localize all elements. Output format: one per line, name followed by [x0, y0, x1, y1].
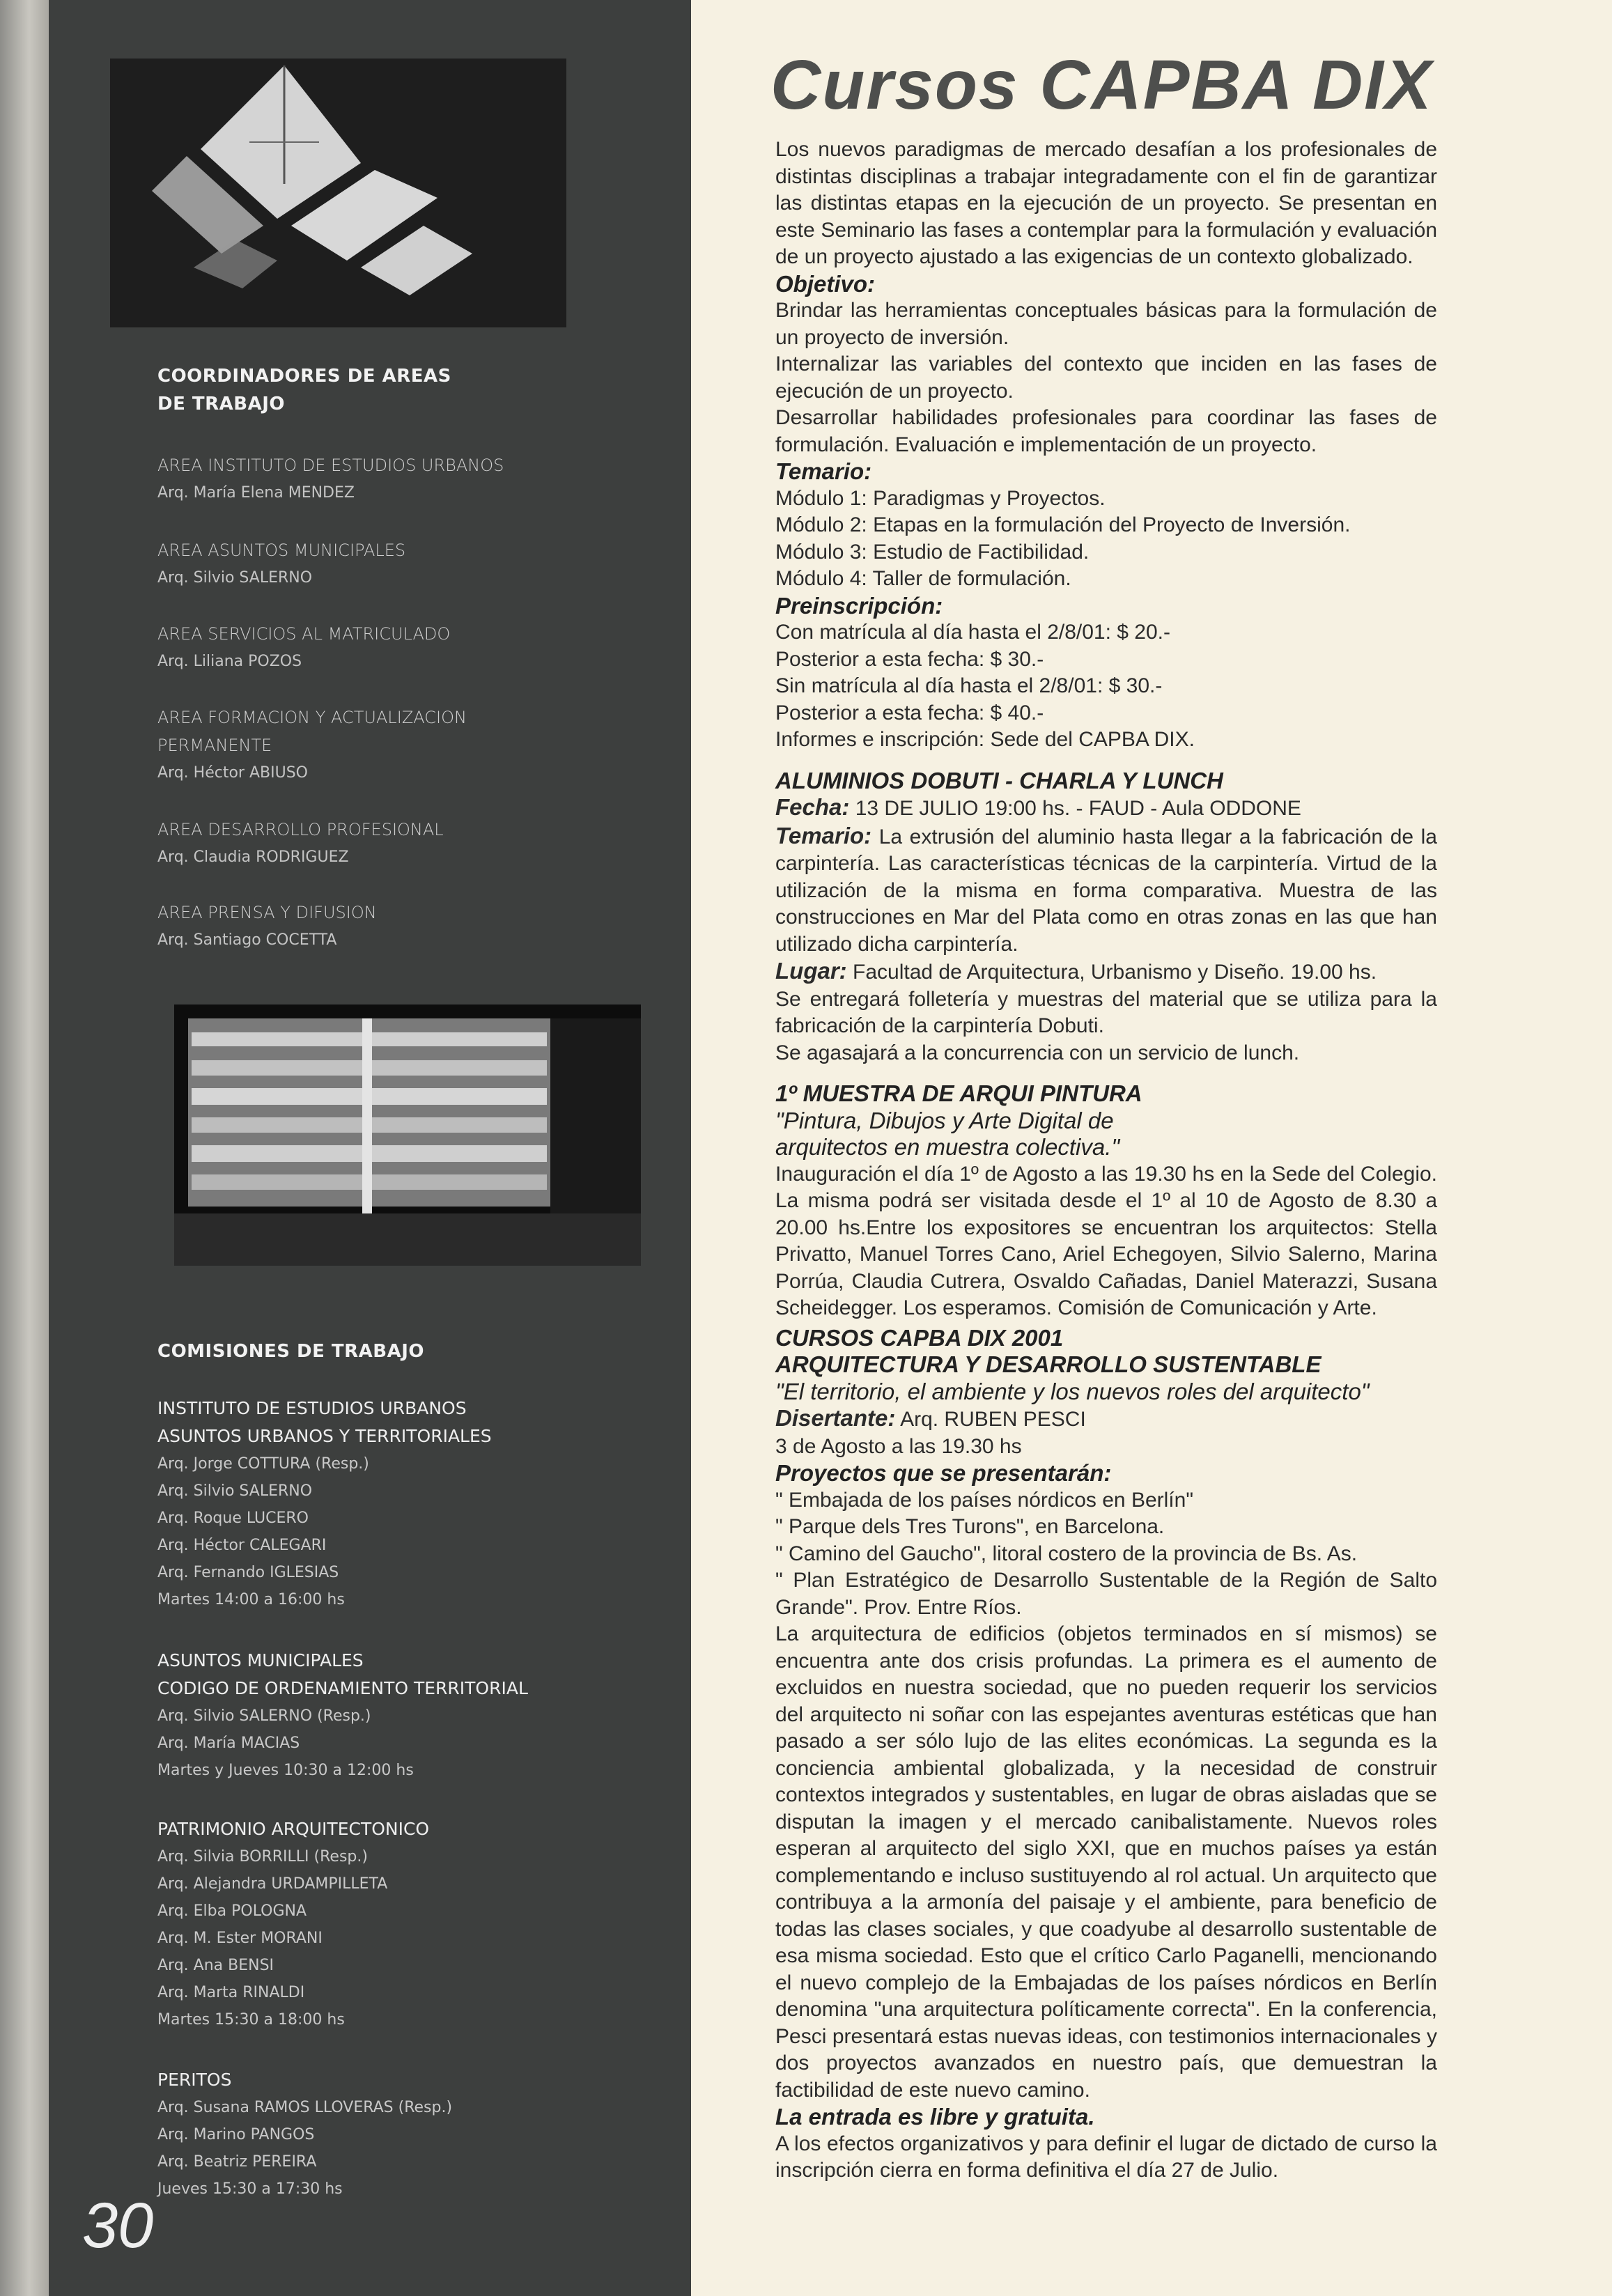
- area-block: [157, 451, 617, 507]
- comision-schedule: Jueves 15:30 a 17:30 hs: [157, 2180, 343, 2198]
- objetivo-item: Internalizar las variables del contexto que inciden en las fases de ejecución de un proyecto.: [775, 352, 1437, 403]
- lugar-label: Lugar:: [775, 958, 847, 984]
- aluminios-extra: Se entregará folletería y muestras del material que se utiliza para la fabricación de la carpintería Dobuti.: [775, 987, 1437, 1037]
- shelving-photo: [174, 1004, 641, 1266]
- cierre-line: A los efectos organizativos y para definir el lugar de dictado de curso la inscripción cierra en forma definitiva el día 27 de Julio.: [775, 2132, 1437, 2182]
- proyecto-item: " Plan Estratégico de Desarrollo Sustentable de la Región de Salto Grande". Prov. Entre Ríos.: [775, 1569, 1437, 1619]
- proyecto-item: " Camino del Gaucho", litoral costero de la provincia de Bs. As.: [775, 1542, 1358, 1565]
- comision-member: Arq. Marta RINALDI: [157, 1984, 305, 2001]
- comision-title: ASUNTOS URBANOS Y TERRITORIALES: [157, 1426, 492, 1446]
- comision-member: Arq. María MACIAS: [157, 1735, 300, 1752]
- comision-member: Arq. Susana RAMOS LLOVERAS (Resp.): [157, 2099, 453, 2116]
- comision-title: INSTITUTO DE ESTUDIOS URBANOS: [157, 1398, 467, 1418]
- preinscripcion-heading: Preinscripción:: [775, 592, 943, 619]
- cursos2001-heading: ARQUITECTURA Y DESARROLLO SUSTENTABLE: [775, 1351, 1322, 1377]
- informes-line: Informes e inscripción: Sede del CAPBA DIX.: [775, 728, 1195, 751]
- cursos2001-body: La arquitectura de edificios (objetos terminados en sí mismos) se encuentra ante dos crisis profundas. La primera es el aumento de excluidos en nuestra sociedad, que no pueden requerir los servicios del arquitecto ni soñar con las espejantes aventuras estéticas que han pasado a ser sólo lujo de las elites económicas. La segunda es la conciencia ambiental globalizada, y la necesidad de construir contextos integrados y sustentables, en lugar de obras aisladas que se disputan la imagen y el mercado canibalistamente. Nuevos roles esperan al arquitecto del siglo XXI, que en muchos países ya están complementando e incluso sustituyendo al rol actual. Un arquitecto que contribuya a la armonía del paisaje y el ambiente, para beneficio de todas las clases sociales, y que coadyube al desarrollo sustentable de esa misma sociedad. Esto que el crítico Carlo Paganelli, mencionando el nuevo complejo de la Embajadas de los países nórdicos en Berlín denomina "una arquitectura políticamente correcta". En la conferencia, Pesci presentará estas nuevas ideas, con testimonios internacionales y dos proyectos avanzados en nuestro país, que demuestran la factibilidad de este nuevo camino.: [775, 1622, 1437, 2102]
- comision-title: ASUNTOS MUNICIPALES: [157, 1650, 364, 1670]
- proyecto-item: " Parque dels Tres Turons", en Barcelona.: [775, 1515, 1165, 1538]
- temario-item: Módulo 3: Estudio de Factibilidad.: [775, 540, 1090, 564]
- price-line: Posterior a esta fecha: $ 40.-: [775, 701, 1044, 724]
- area-person: Arq. Silvio SALERNO: [157, 569, 313, 587]
- aluminios-heading: ALUMINIOS DOBUTI - CHARLA Y LUNCH: [775, 767, 1223, 793]
- comision-block: [157, 1395, 645, 1613]
- area-person: Arq. Liliana POZOS: [157, 653, 302, 670]
- comision-title: PATRIMONIO ARQUITECTONICO: [157, 1819, 430, 1839]
- comision-member: Arq. Silvia BORRILLI (Resp.): [157, 1848, 368, 1866]
- temario-label: Temario:: [775, 822, 872, 848]
- area-title: AREA DESARROLLO PROFESIONAL: [157, 820, 444, 839]
- comision-member: Arq. Ana BENSI: [157, 1957, 274, 1974]
- price-line: Sin matrícula al día hasta el 2/8/01: $ 30.-: [775, 674, 1163, 697]
- objetivo-heading: Objetivo:: [775, 270, 876, 297]
- aluminios-extra: Se agasajará a la concurrencia con un servicio de lunch.: [775, 1041, 1300, 1064]
- comision-member: Arq. Silvio SALERNO (Resp.): [157, 1707, 371, 1725]
- coordinadores-heading: COORDINADORES DE AREAS DE TRABAJO: [157, 366, 451, 414]
- objetivo-item: Desarrollar habilidades profesionales para coordinar las fases de formulación. Evaluación e implementación de un proyecto.: [775, 406, 1437, 456]
- area-block: [157, 899, 617, 954]
- disertante-line: Disertante: Arq. RUBEN PESCI: [775, 1405, 1086, 1431]
- temario-item: Módulo 1: Paradigmas y Proyectos.: [775, 486, 1106, 510]
- price-line: Con matrícula al día hasta el 2/8/01: $ 20.-: [775, 621, 1170, 644]
- area-block: [157, 816, 617, 871]
- intro-paragraph: Los nuevos paradigmas de mercado desafían a los profesionales de distintas disciplinas a trabajar integradamente con el fin de garantizar las distintas etapas en la ejecución de un proyecto. Se presentan en este Seminario las fases a contemplar para la formulación y evaluación de un proyecto ajustado a las exigencias de un contexto globalizado.: [775, 138, 1437, 268]
- page-binding-edge: [0, 0, 49, 2296]
- comision-member: Arq. Beatriz PEREIRA: [157, 2153, 317, 2171]
- comision-member: Arq. Héctor CALEGARI: [157, 1537, 327, 1554]
- area-block: [157, 704, 617, 787]
- area-block: [157, 536, 617, 592]
- proyectos-heading: Proyectos que se presentarán:: [775, 1460, 1112, 1486]
- article-body: [775, 137, 1437, 2185]
- aluminios-fecha: Fecha: 13 DE JULIO 19:00 hs. - FAUD - Aula ODDONE: [775, 794, 1301, 820]
- comision-member: Arq. Jorge COTTURA (Resp.): [157, 1455, 369, 1473]
- aluminios-temario: Temario: La extrusión del aluminio hasta llegar a la fabricación de la carpintería. Las características técnicas de la carpintería. Virtud de la utilización de la misma en forma comparativa. Muestra de las construcciones en Mar del Plata como en otras zonas en las que han utilizado dicha carpintería.: [775, 822, 1437, 956]
- muestra-subtitle: arquitectos en muestra colectiva.": [775, 1134, 1120, 1160]
- comision-member: Arq. Alejandra URDAMPILLETA: [157, 1875, 388, 1893]
- page-number: 30: [82, 2190, 154, 2261]
- area-title: AREA SERVICIOS AL MATRICULADO: [157, 624, 451, 644]
- area-person: Arq. Claudia RODRIGUEZ: [157, 848, 349, 866]
- cursos2001-heading: CURSOS CAPBA DIX 2001: [775, 1324, 1064, 1351]
- comision-member: Arq. Silvio SALERNO: [157, 1482, 313, 1500]
- muestra-body: Inauguración el día 1º de Agosto a las 19.30 hs en la Sede del Colegio. La misma podrá ser visitada desde el 1º al 10 de Agosto de 8.30 a 20.00 hs.Entre los expositores se encuentran los arquitectos: Stella Privatto, Manuel Torres Cano, Ariel Echegoyen, Silvio Salerno, Marina Porrúa, Claudia Cutrera, Osvaldo Cañadas, Daniel Materazzi, Susana Scheidegger. Los esperamos. Comisión de Comunicación y Arte.: [775, 1162, 1437, 1319]
- comision-member: Arq. Roque LUCERO: [157, 1510, 309, 1527]
- skylight-photo: [110, 59, 566, 327]
- area-person: Arq. Héctor ABIUSO: [157, 764, 308, 782]
- comision-member: Arq. M. Ester MORANI: [157, 1930, 323, 1947]
- area-title: PERMANENTE: [157, 736, 272, 755]
- comision-member: Arq. Marino PANGOS: [157, 2126, 315, 2143]
- area-title: AREA ASUNTOS MUNICIPALES: [157, 541, 406, 560]
- comision-block: [157, 1647, 645, 1784]
- area-person: Arq. María Elena MENDEZ: [157, 484, 355, 502]
- comision-member: Arq. Elba POLOGNA: [157, 1902, 307, 1920]
- comision-schedule: Martes 14:00 a 16:00 hs: [157, 1591, 345, 1608]
- aluminios-lugar: Lugar: Facultad de Arquitectura, Urbanismo y Diseño. 19.00 hs.: [775, 958, 1377, 984]
- comision-block: [157, 1815, 645, 2033]
- comisiones-heading: COMISIONES DE TRABAJO: [157, 1341, 425, 1362]
- area-title: AREA FORMACION Y ACTUALIZACION: [157, 708, 467, 727]
- fecha-label: Fecha:: [775, 794, 850, 820]
- disertante-label: Disertante:: [775, 1405, 896, 1431]
- entrada-line: La entrada es libre y gratuita.: [775, 2104, 1095, 2130]
- proyecto-item: " Embajada de los países nórdicos en Berlín": [775, 1488, 1193, 1512]
- comision-member: Arq. Fernando IGLESIAS: [157, 1564, 339, 1581]
- cursos2001-subtitle: "El territorio, el ambiente y los nuevos roles del arquitecto": [775, 1378, 1370, 1404]
- comision-title: CODIGO DE ORDENAMIENTO TERRITORIAL: [157, 1678, 528, 1698]
- muestra-subtitle: "Pintura, Dibujos y Arte Digital de: [775, 1107, 1114, 1133]
- area-person: Arq. Santiago COCETTA: [157, 931, 337, 949]
- comision-title: PERITOS: [157, 2070, 232, 2090]
- comision-schedule: Martes y Jueves 10:30 a 12:00 hs: [157, 1762, 414, 1779]
- area-title: AREA INSTITUTO DE ESTUDIOS URBANOS: [157, 456, 504, 475]
- temario-item: Módulo 4: Taller de formulación.: [775, 567, 1071, 590]
- comision-schedule: Martes 15:30 a 18:00 hs: [157, 2011, 345, 2029]
- area-title: AREA PRENSA Y DIFUSION: [157, 903, 377, 922]
- cursos2001-fecha: 3 de Agosto a las 19.30 hs: [775, 1434, 1022, 1458]
- objetivo-item: Brindar las herramientas conceptuales básicas para la formulación de un proyecto de inversión.: [775, 299, 1437, 349]
- comision-block: [157, 2066, 645, 2203]
- temario-item: Módulo 2: Etapas en la formulación del Proyecto de Inversión.: [775, 513, 1351, 536]
- temario-heading: Temario:: [775, 458, 872, 484]
- muestra-heading: 1º MUESTRA DE ARQUI PINTURA: [775, 1080, 1142, 1106]
- price-line: Posterior a esta fecha: $ 30.-: [775, 647, 1044, 671]
- page-title: Cursos CAPBA DIX: [770, 46, 1433, 124]
- area-block: [157, 620, 617, 676]
